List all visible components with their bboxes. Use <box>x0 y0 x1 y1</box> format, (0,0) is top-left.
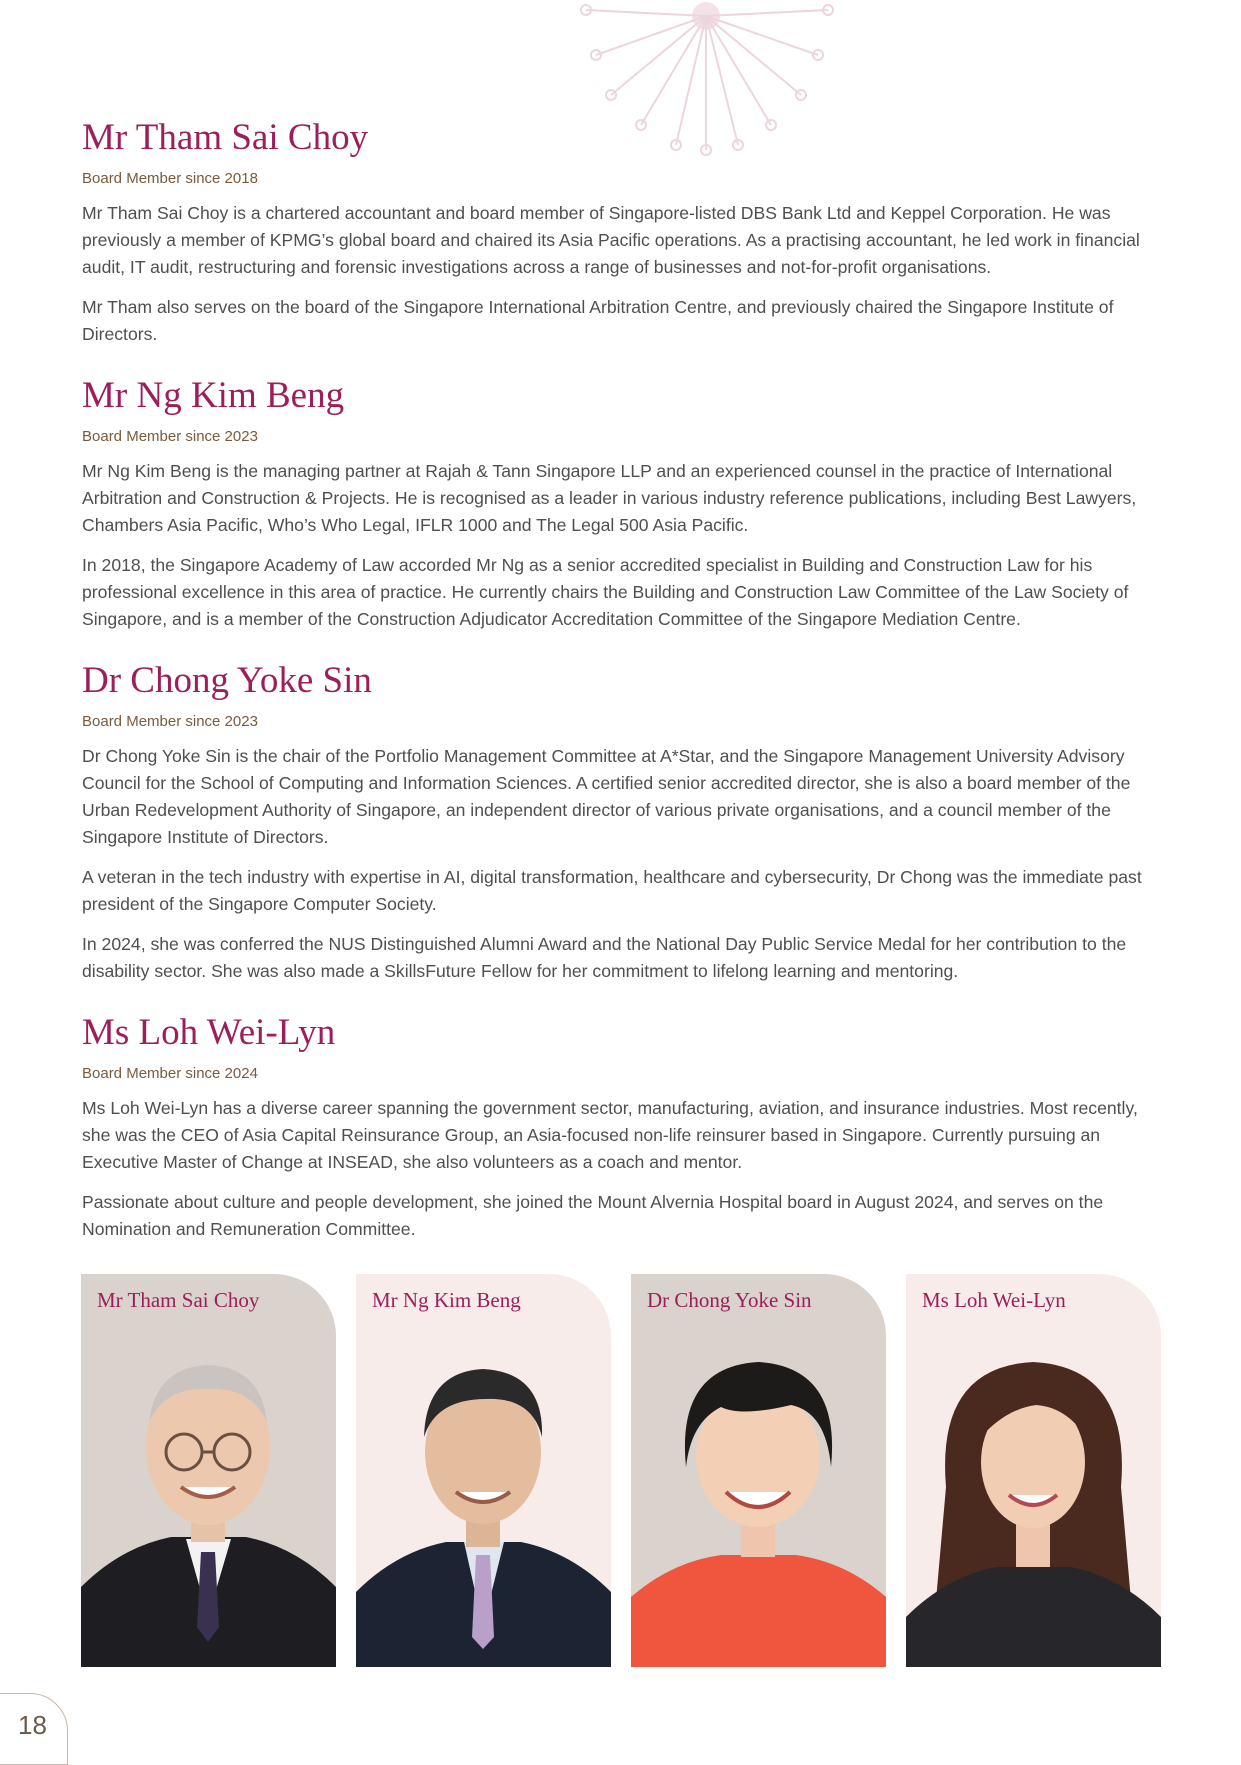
member-section-loh <box>82 1011 1162 1243</box>
member-bio-paragraph: Mr Tham Sai Choy is a chartered accountant and board member of Singapore-listed DBS Bank Ltd and Keppel Corporation. He was previously a member of KPMG’s global board and chaired its Asia Pacific operations. As a practising accountant, he led work in financial audit, IT audit, restructuring and forensic investigations across a range of businesses and not-for-profit organisations. <box>82 203 1140 277</box>
portrait-photo <box>356 1327 611 1667</box>
member-bio-paragraph: Passionate about culture and people development, she joined the Mount Alvernia Hospital board in August 2024, and serves on the Nomination and Remuneration Committee. <box>82 1192 1104 1239</box>
member-name: Mr Tham Sai Choy <box>82 117 369 158</box>
member-bio-paragraph: Ms Loh Wei-Lyn has a diverse career spanning the government sector, manufacturing, aviation, and insurance industries. Most recently, she was the CEO of Asia Capital Reinsurance Group, an Asia-focused non-life reinsurer based in Singapore. Currently pursuing an Executive Master of Change at INSEAD, she also volunteers as a coach and mentor. <box>82 1098 1138 1172</box>
member-since: Board Member since 2018 <box>82 170 258 187</box>
member-bio-paragraph: Dr Chong Yoke Sin is the chair of the Portfolio Management Committee at A*Star, and the Singapore Management University Advisory Council for the School of Computing and Information Sciences. A certified senior accredited director, she is also a board member of the Urban Redevelopment Authority of Singapore, an independent director of various private organisations, and a council member of the Singapore Institute of Directors. <box>82 746 1131 847</box>
photo-caption: Mr Ng Kim Beng <box>372 1288 521 1312</box>
member-bio-paragraph: In 2018, the Singapore Academy of Law accorded Mr Ng as a senior accredited specialist in Building and Construction Law for his professional excellence in this area of practice. He currently chairs the Building and Construction Law Committee of the Law Society of Singapore, and is a member of the Construction Adjudicator Accreditation Committee of the Singapore Mediation Centre. <box>82 555 1129 629</box>
member-name: Ms Loh Wei-Lyn <box>82 1012 336 1053</box>
member-bio-paragraph: Mr Tham also serves on the board of the Singapore International Arbitration Centre, and previously chaired the Singapore Institute of Directors. <box>82 297 1114 344</box>
member-section-tham <box>82 116 1162 348</box>
member-since: Board Member since 2023 <box>82 428 258 445</box>
photo-caption: Ms Loh Wei-Lyn <box>922 1288 1066 1312</box>
member-name: Dr Chong Yoke Sin <box>82 660 372 701</box>
portrait-photo <box>631 1327 886 1667</box>
board-members-content <box>82 116 1162 1269</box>
photo-strip <box>81 1274 1161 1667</box>
member-since: Board Member since 2023 <box>82 713 258 730</box>
member-since: Board Member since 2024 <box>82 1065 258 1082</box>
photo-card-chong <box>631 1274 886 1667</box>
photo-card-loh <box>906 1274 1161 1667</box>
photo-card-ng <box>356 1274 611 1667</box>
member-bio-paragraph: A veteran in the tech industry with expertise in AI, digital transformation, healthcare and cybersecurity, Dr Chong was the immediate past president of the Singapore Computer Society. <box>82 867 1142 914</box>
page-number: 18 <box>18 1710 47 1740</box>
member-bio-paragraph: In 2024, she was conferred the NUS Distinguished Alumni Award and the National Day Public Service Medal for her contribution to the disability sector. She was also made a SkillsFuture Fellow for her commitment to lifelong learning and mentoring. <box>82 934 1127 981</box>
photo-caption: Dr Chong Yoke Sin <box>647 1288 812 1312</box>
portrait-photo <box>81 1327 336 1667</box>
member-section-chong <box>82 659 1162 985</box>
member-bio-paragraph: Mr Ng Kim Beng is the managing partner at Rajah & Tann Singapore LLP and an experienced counsel in the practice of International Arbitration and Construction & Projects. He is recognised as a leader in various industry reference publications, including Best Lawyers, Chambers Asia Pacific, Who’s Who Legal, IFLR 1000 and The Legal 500 Asia Pacific. <box>82 461 1137 535</box>
photo-card-tham <box>81 1274 336 1667</box>
member-section-ng <box>82 374 1162 633</box>
member-name: Mr Ng Kim Beng <box>82 375 345 416</box>
photo-caption: Mr Tham Sai Choy <box>97 1288 260 1312</box>
portrait-photo <box>906 1327 1161 1667</box>
